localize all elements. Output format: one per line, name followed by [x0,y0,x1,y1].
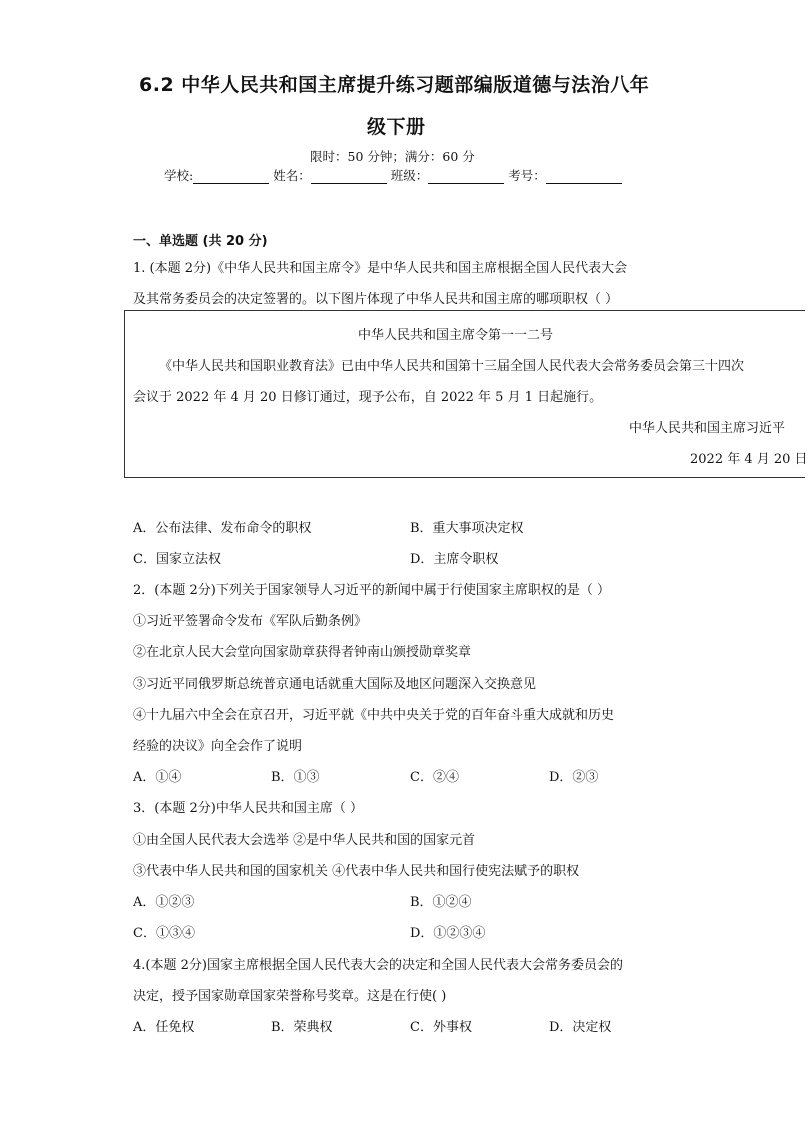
q3-stem: 3．(本题 2分)中华人民共和国主席（ ） [133,801,363,816]
class-field[interactable] [428,170,504,184]
q2-stem: 2．(本题 2分)下列关于国家领导人习近平的新闻中属于行使国家主席职权的是（ ） [133,583,610,598]
q2-item: ②在北京人民大会堂向国家勋章获得者钟南山颁授勋章奖章 [133,645,472,660]
q1-option-c[interactable]: C．国家立法权 [133,552,221,567]
q2-option-b[interactable]: B．①③ [271,770,320,785]
q4-option-c[interactable]: C．外事权 [410,1020,472,1035]
q4-option-b[interactable]: B．荣典权 [271,1020,333,1035]
decree-paragraph: 《中华人民共和国职业教育法》已由中华人民共和国第十三届全国人民代表大会常务委员会第三十四次 [159,359,745,374]
decree-title: 中华人民共和国主席令第一一二号 [358,328,554,343]
page-title: 6.2 中华人民共和国主席提升练习题部编版道德与法治八年 [139,74,650,96]
q2-item: ①习近平签署命令发布《军队后勤条例》 [133,614,368,629]
student-info-row [164,166,622,184]
page-title-continued: 级下册 [367,116,426,138]
q3-item: ③代表中华人民共和国的国家机关 ④代表中华人民共和国行使宪法赋予的职权 [133,864,580,879]
q4-option-d[interactable]: D．决定权 [549,1020,612,1035]
q1-option-d[interactable]: D．主席令职权 [410,552,499,567]
q3-option-a[interactable]: A．①②③ [133,895,195,910]
q4-option-a[interactable]: A．任免权 [133,1020,195,1035]
q3-option-b[interactable]: B．①②④ [410,895,472,910]
school-label: 学校: [164,168,194,183]
q2-item: ④十九届六中全会在京召开，习近平就《中共中央关于党的百年奋斗重大成就和历史 [133,708,615,723]
name-field[interactable] [311,170,387,184]
exam-number-label: 考号： [508,168,546,183]
exam-limits: 限时：50 分钟；满分：60 分 [310,149,475,164]
q4-stem-continued: 决定，授予国家勋章国家荣誉称号奖章。这是在行使( ) [133,989,447,1004]
decree-date: 2022 年 4 月 20 日 [690,452,808,467]
q2-item: ③习近平同俄罗斯总统普京通电话就重大国际及地区问题深入交换意见 [133,677,537,692]
q3-option-d[interactable]: D．①②③④ [410,926,486,941]
q1-stem-continued: 及其常务委员会的决定签署的。以下图片体现了中华人民共和国主席的哪项职权（ ） [133,292,619,307]
name-label: 姓名： [273,168,311,183]
class-label: 班级： [390,168,429,183]
decree-signature: 中华人民共和国主席习近平 [629,421,786,436]
q2-option-a[interactable]: A．①④ [133,770,182,785]
q3-option-c[interactable]: C．①③④ [133,926,195,941]
decree-paragraph-continued: 会议于 2022 年 4 月 20 日修订通过，现予公布，自 2022 年 5 月 1 日起施行。 [133,390,603,405]
q2-option-c[interactable]: C．②④ [410,770,459,785]
school-field[interactable] [193,170,269,184]
q2-option-d[interactable]: D．②③ [549,770,599,785]
q3-item: ①由全国人民代表大会选举 ②是中华人民共和国的国家元首 [133,833,476,848]
q1-option-b[interactable]: B．重大事项决定权 [410,521,524,536]
q1-stem: 1. (本题 2分)《中华人民共和国主席令》是中华人民共和国主席根据全国人民代表大会 [133,261,628,276]
q1-option-a[interactable]: A．公布法律、发布命令的职权 [133,521,312,536]
q4-stem: 4.(本题 2分)国家主席根据全国人民代表大会的决定和全国人民代表大会常务委员会的 [133,958,623,973]
section-heading: 一、单选题 (共 20 分) [133,234,268,249]
q2-item-continued: 经验的决议》向全会作了说明 [133,739,303,754]
exam-number-field[interactable] [546,170,622,184]
